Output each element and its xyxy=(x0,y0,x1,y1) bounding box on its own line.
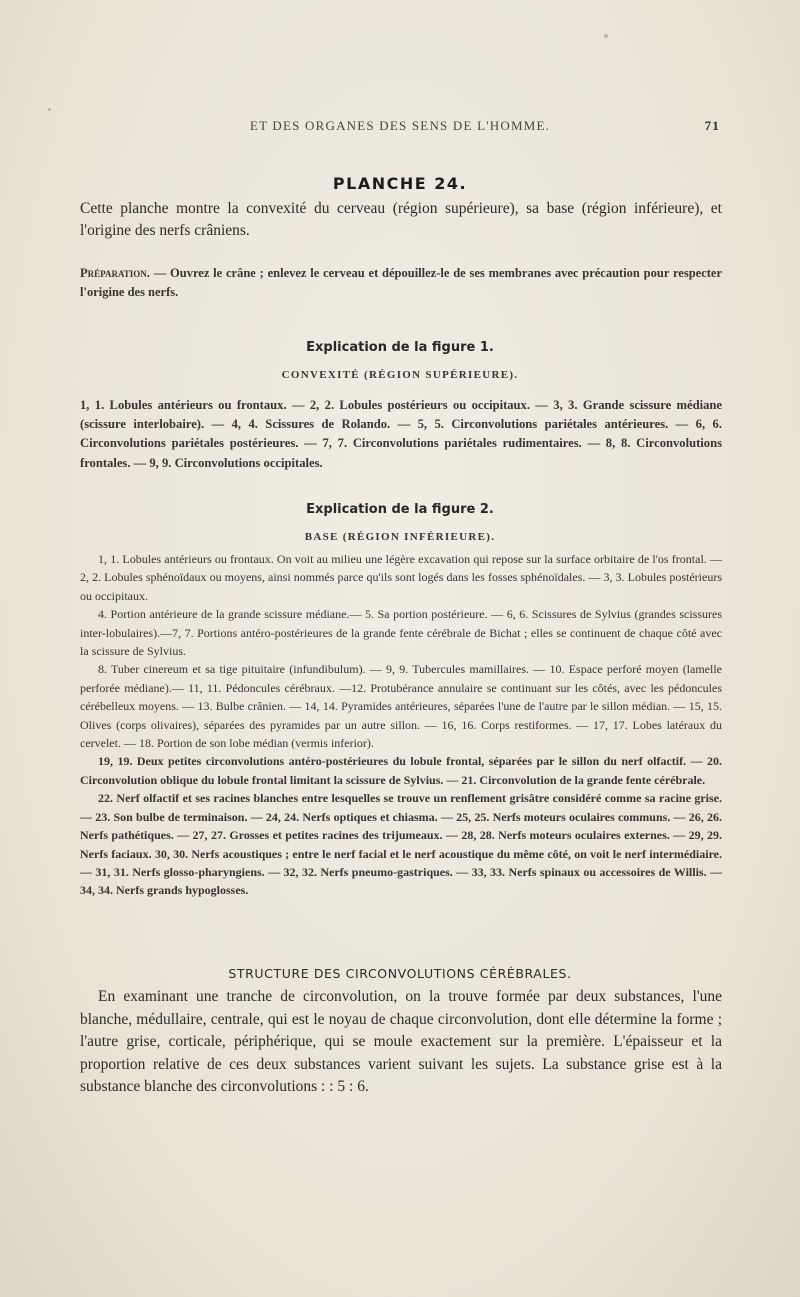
paper-speck xyxy=(48,108,51,111)
figure2-paragraph: 19, 19. Deux petites circonvolutions antéro-postérieures du lobule frontal, séparées par le sillon du nerf olfactif. — 20. Circonvolution oblique du lobule frontal limitant la scissure de Sylvius. — 21. Circonvolution de la grande fente cérébrale. xyxy=(80,754,722,787)
preparation-lead: Préparation. xyxy=(80,266,150,280)
figure2-paragraph: 1, 1. Lobules antérieurs ou frontaux. On voit au milieu une légère excavation qui repose sur la surface orbitaire de l'os frontal. — 2, 2. Lobules sphénoïdaux ou moyens, ainsi nommés parce qu'ils sont logés dans les fosses sphénoïdales. — 3, 3. Lobules postérieurs ou occipitaux. xyxy=(80,552,722,603)
figure2-legend xyxy=(80,550,722,900)
figure1-title: Explication de la figure 1. xyxy=(306,340,494,355)
structure-title: STRUCTURE DES CIRCONVOLUTIONS CÉRÉBRALES. xyxy=(228,966,572,981)
preparation-text: — Ouvrez le crâne ; enlevez le cerveau et dépouillez-le de ses membranes avec précaution pour respecter l'origine des nerfs. xyxy=(80,266,722,299)
figure2-paragraph: 4. Portion antérieure de la grande scissure médiane.— 5. Sa portion postérieure. — 6, 6. Scissures de Sylvius (grandes scissures inter-lobulaires).—7, 7. Portions antéro-postérieures de la grande fente cérébrale de Bichat ; elles se continuent de chaque côté avec la scissure de Sylvius. xyxy=(80,607,722,659)
running-title: ET DES ORGANES DES SENS DE L'HOMME. xyxy=(249,118,551,133)
page-number: 71 xyxy=(704,118,720,133)
figure2-region: BASE (RÉGION INFÉRIEURE). xyxy=(304,531,496,543)
figure1-legend-text: 1, 1. Lobules antérieurs ou frontaux. — 2, 2. Lobules postérieurs ou occipitaux. — 3, 3. Grande scissure médiane (scissure interlobaire). — 4, 4. Scissures de Rolando. — 5, 5. Circonvolutions pariétales antérieures. — 6, 6. Circonvolutions pariétales postérieures. — 7, 7. Circonvolutions pariétales rudimentaires. — 8, 8. Circonvolutions frontales. — 9, 9. Circonvolutions occipitales. xyxy=(80,398,722,470)
preparation-paragraph xyxy=(80,264,722,302)
structure-paragraph: En examinant une tranche de circonvolution, on la trouve formée par deux substances, l'une blanche, médullaire, centrale, qui est le noyau de chaque circonvolution, dont elle détermine la forme ; l'autre grise, corticale, périphérique, qui se moule exactement sur la première. L'épaisseur et la proportion relative de ces deux substances varient suivant les sujets. La substance grise est à la substance blanche des circonvolutions : : 5 : 6. xyxy=(80,988,722,1095)
figure2-paragraph: 8. Tuber cinereum et sa tige pituitaire (infundibulum). — 9, 9. Tubercules mamillaires. — 10. Espace perforé moyen (lamelle perforée médiane).— 11, 11. Pédoncules cérébraux. —12. Protubérance annulaire se continuant sur les côtés, avec les pédoncules cérébelleux moyens. — 13. Bulbe crânien. — 14, 14. Pyramides antérieures, séparées l'une de l'autre par le sillon médian. — 15, 15. Olives (corps olivaires), séparées des pyramides par un autre sillon. — 16, 16. Corps restiformes. — 17, 17. Lobes latéraux du cervelet. — 18. Portion de son lobe médian (vermis inferior). xyxy=(80,662,722,751)
intro-paragraph: Cette planche montre la convexité du cerveau (région supérieure), sa base (région inférieure), et l'origine des nerfs crâniens. xyxy=(80,200,722,239)
figure2-title: Explication de la figure 2. xyxy=(306,502,494,517)
figure2-paragraph: 22. Nerf olfactif et ses racines blanches entre lesquelles se trouve un renflement grisâtre considéré comme sa racine grise. — 23. Son bulbe de terminaison. — 24, 24. Nerfs optiques et chiasma. — 25, 25. Nerfs moteurs oculaires communs. — 26, 26. Nerfs pathétiques. — 27, 27. Grosses et petites racines des trijumeaux. — 28, 28. Nerfs moteurs oculaires externes. — 29, 29. Nerfs faciaux. 30, 30. Nerfs acoustiques ; entre le nerf facial et le nerf acoustique du même côté, on voit le nerf intermédiaire. — 31, 31. Nerfs glosso-pharyngiens. — 32, 32. Nerfs pneumo-gastriques. — 33, 33. Nerfs spinaux ou accessoires de Willis. — 34, 34. Nerfs grands hypoglosses. xyxy=(80,791,722,898)
figure1-region: CONVEXITÉ (RÉGION SUPÉRIEURE). xyxy=(281,369,519,381)
plate-title: PLANCHE 24. xyxy=(332,174,468,193)
structure-section xyxy=(80,986,722,1099)
figure1-legend xyxy=(80,396,722,473)
paper-speck xyxy=(604,34,608,38)
